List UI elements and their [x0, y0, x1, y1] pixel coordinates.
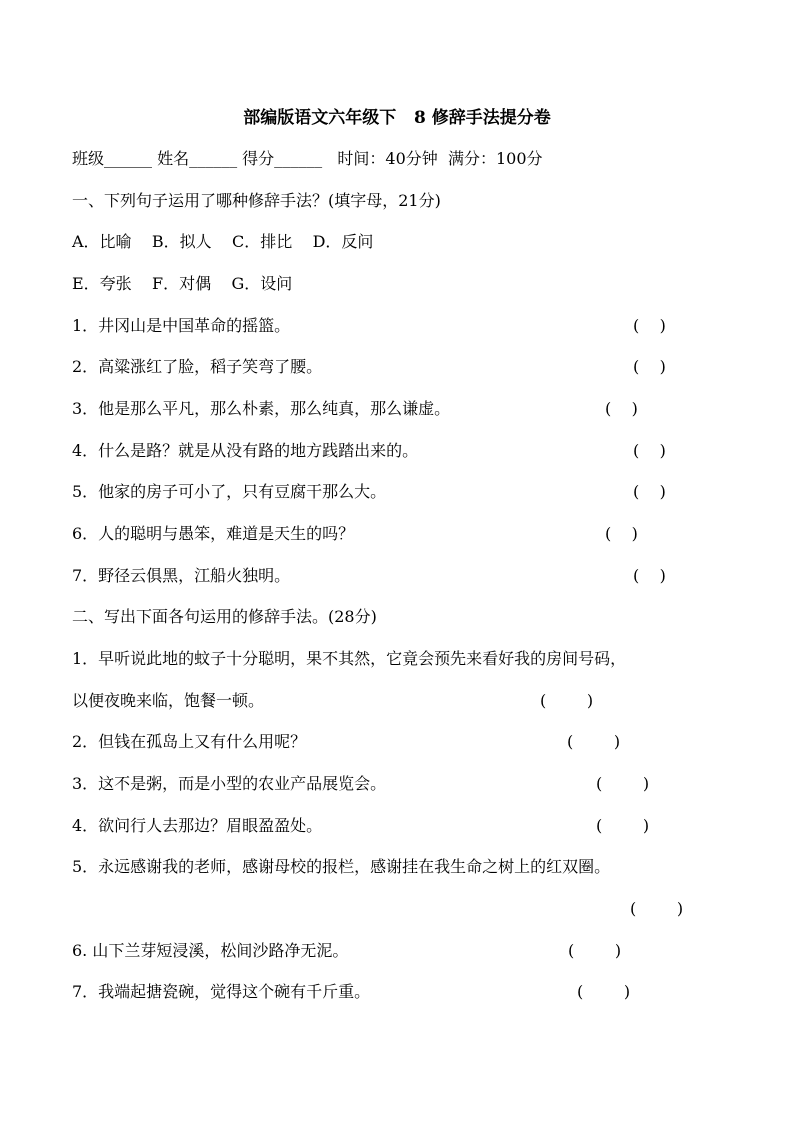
answer-paren[interactable]: ( ) — [633, 316, 666, 335]
answer-paren[interactable]: ( ) — [568, 941, 622, 960]
answer-paren[interactable]: ( ) — [633, 357, 666, 376]
answer-paren[interactable]: ( ) — [630, 899, 684, 918]
answer-paren[interactable]: ( ) — [567, 732, 621, 751]
section1-heading: 一、下列句子运用了哪种修辞手法？(填字母，21分) — [72, 191, 441, 210]
question-text: 7．我端起搪瓷碗，觉得这个碗有千斤重。 — [72, 982, 371, 1001]
question-text: 4．欲问行人去那边？眉眼盈盈处。 — [72, 816, 323, 835]
answer-paren[interactable]: ( ) — [605, 399, 638, 418]
question-text: 6. 山下兰芽短浸溪，松间沙路净无泥。 — [72, 941, 349, 960]
section2-heading: 二、写出下面各句运用的修辞手法。(28分) — [72, 607, 377, 626]
question-text: 3．他是那么平凡，那么朴素，那么纯真，那么谦虚。 — [72, 399, 451, 418]
options-row-2: E．夸张 F．对偶 G．设问 — [72, 274, 293, 293]
info-line: 班级______ 姓名______ 得分______ 时间：40分钟 满分：100分 — [72, 149, 543, 168]
question-text: 1．早听说此地的蚊子十分聪明，果不其然，它竟会预先来看好我的房间号码， — [72, 649, 627, 668]
answer-paren[interactable]: ( ) — [540, 691, 594, 710]
question-text: 4．什么是路？就是从没有路的地方践踏出来的。 — [72, 441, 419, 460]
question-text: 6．人的聪明与愚笨，难道是天生的吗？ — [72, 524, 355, 543]
question-text: 1．井冈山是中国革命的摇篮。 — [72, 316, 291, 335]
question-text-continued: 以便夜晚来临，饱餐一顿。 — [72, 691, 265, 710]
question-text: 2．高粱涨红了脸，稻子笑弯了腰。 — [72, 357, 323, 376]
question-text: 3．这不是粥，而是小型的农业产品展览会。 — [72, 774, 387, 793]
options-row-1: A．比喻 B．拟人 C．排比 D．反问 — [72, 232, 374, 251]
answer-paren[interactable]: ( ) — [596, 816, 650, 835]
question-text: 7．野径云俱黑，江船火独明。 — [72, 566, 291, 585]
answer-paren[interactable]: ( ) — [596, 774, 650, 793]
answer-paren[interactable]: ( ) — [633, 566, 666, 585]
question-text: 5．他家的房子可小了，只有豆腐干那么大。 — [72, 482, 387, 501]
page-title: 部编版语文六年级下 8 修辞手法提分卷 — [243, 108, 551, 128]
answer-paren[interactable]: ( ) — [605, 524, 638, 543]
answer-paren[interactable]: ( ) — [577, 982, 631, 1001]
question-text: 2．但钱在孤岛上又有什么用呢？ — [72, 732, 307, 751]
answer-paren[interactable]: ( ) — [633, 482, 666, 501]
question-text: 5．永远感谢我的老师，感谢母校的报栏，感谢挂在我生命之树上的红双圈。 — [72, 857, 611, 876]
answer-paren[interactable]: ( ) — [633, 441, 666, 460]
